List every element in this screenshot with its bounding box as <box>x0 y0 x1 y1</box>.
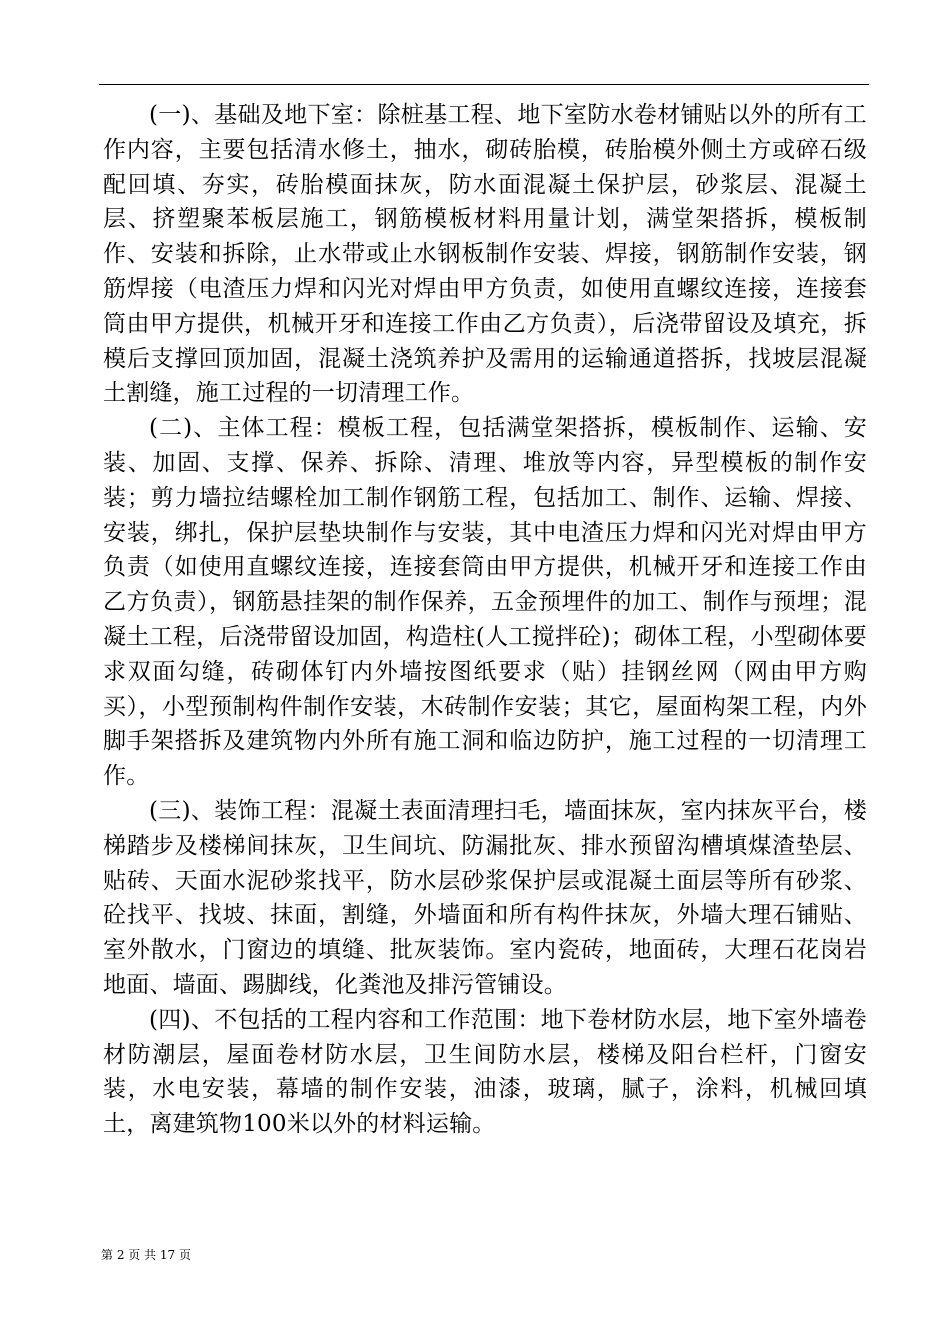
page-number-footer: 第 2 页 共 17 页 <box>101 1248 191 1262</box>
paragraph-main-structure: (二)、主体工程：模板工程，包括满堂架搭拆，模板制作、运输、安装、加固、支撑、保养、拆除、清理、堆放等内容，异型模板的制作安装；剪力墙拉结螺栓加工制作钢筋工程，包括加工、制作、运输、焊接、安装，绑扎，保护层垫块制作与安装，其中电渣压力焊和闪光对焊由甲方负责（如使用直螺纹连接，连接套筒由甲方提供，机械开牙和连接工作由乙方负责），钢筋悬挂架的制作保养，五金预埋件的加工、制作与预埋；混凝土工程，后浇带留设加固，构造柱(人工搅拌砼)；砌体工程，小型砌体要求双面勾缝，砖砌体钉内外墙按图纸要求（贴）挂钢丝网（网由甲方购买），小型预制构件制作安装，木砖制作安装；其它，屋面构架工程，内外脚手架搭拆及建筑物内外所有施工洞和临边防护，施工过程的一切清理工作。 <box>103 415 867 790</box>
paragraph-exclusions: (四)、不包括的工程内容和工作范围：地下卷材防水层，地下室外墙卷材防潮层，屋面卷材防水层，卫生间防水层，楼梯及阳台栏杆，门窗安装，水电安装，幕墙的制作安装，油漆，玻璃，腻子，涂料，机械回填土，离建筑物100米以外的材料运输。 <box>103 1006 867 1138</box>
paragraph-foundation: (一)、基础及地下室：除桩基工程、地下室防水卷材铺贴以外的所有工作内容，主要包括清水修土，抽水，砌砖胎模，砖胎模外侧土方或碎石级配回填、夯实，砖胎模面抹灰，防水面混凝土保护层，砂浆层、混凝土层、挤塑聚苯板层施工，钢筋模板材料用量计划，满堂架搭拆，模板制作、安装和拆除，止水带或止水钢板制作安装、焊接，钢筋制作安装，钢筋焊接（电渣压力焊和闪光对焊由甲方负责，如使用直螺纹连接，连接套筒由甲方提供，机械开牙和连接工作由乙方负责），后浇带留设及填充，拆模后支撑回顶加固，混凝土浇筑养护及需用的运输通道搭拆，找坡层混凝土割缝，施工过程的一切清理工作。 <box>103 102 867 407</box>
document-body <box>103 98 867 1142</box>
paragraph-decoration: (三)、装饰工程：混凝土表面清理扫毛，墙面抹灰，室内抹灰平台，楼梯踏步及楼梯间抹灰，卫生间坑、防漏批灰、排水预留沟槽填煤渣垫层、贴砖、天面水泥砂浆找平，防水层砂浆保护层或混凝土面层等所有砂浆、砼找平、找坡、抹面，割缝，外墙面和所有构件抹灰，外墙大理石铺贴、室外散水，门窗边的填缝、批灰装饰。室内瓷砖，地面砖，大理石花岗岩地面、墙面、踢脚线，化粪池及排污管铺设。 <box>103 797 867 998</box>
header-rule <box>99 84 869 85</box>
